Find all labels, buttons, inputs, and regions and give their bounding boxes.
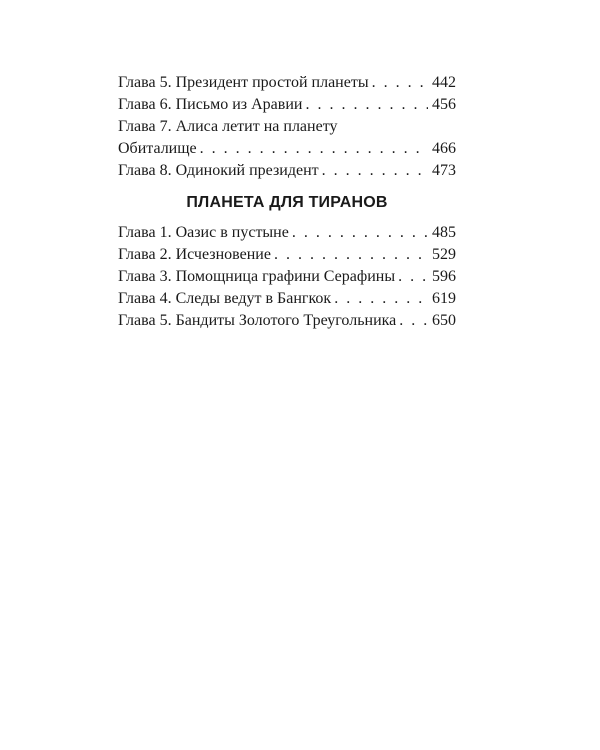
toc-entry-page: 456	[432, 96, 456, 113]
toc-entry-page: 596	[432, 268, 456, 285]
toc-entry	[118, 266, 456, 288]
toc-entry-title: Глава 4. Следы ведут в Бангкок	[118, 290, 332, 307]
toc-entry	[118, 72, 456, 94]
dot-leader	[322, 160, 428, 182]
toc-entry-page: 650	[432, 312, 456, 329]
toc-entry-title: Глава 5. Президент простой планеты	[118, 74, 369, 91]
toc-entry-page: 466	[432, 140, 456, 157]
toc-entry-title: Глава 2. Исчезновение	[118, 246, 271, 263]
dot-leader	[200, 138, 428, 160]
dot-leader	[274, 244, 428, 266]
dot-leader	[334, 288, 428, 310]
toc-entry-page: 619	[432, 290, 456, 307]
dot-leader	[372, 72, 428, 94]
toc-entry-title: Глава 8. Одинокий президент	[118, 162, 319, 179]
toc-entry-page: 485	[432, 224, 456, 241]
toc-entry-title-line-2: Обиталище	[118, 140, 197, 157]
toc-entry	[118, 310, 456, 332]
dot-leader	[398, 266, 428, 288]
toc-entry	[118, 116, 456, 160]
toc-entry-title: Глава 5. Бандиты Золотого Треугольника	[118, 312, 397, 329]
dot-leader	[399, 310, 428, 332]
toc-entry-title: Глава 6. Письмо из Аравии	[118, 96, 303, 113]
toc-entry	[118, 244, 456, 266]
dot-leader	[292, 222, 428, 244]
section-heading: ПЛАНЕТА ДЛЯ ТИРАНОВ	[186, 194, 388, 211]
toc-entry	[118, 288, 456, 310]
toc-entry-title: Глава 1. Оазис в пустыне	[118, 224, 289, 241]
toc-entry	[118, 222, 456, 244]
toc-entry	[118, 94, 456, 116]
toc-entry	[118, 160, 456, 182]
toc-entry-page: 442	[432, 74, 456, 91]
toc-part-2	[118, 222, 456, 332]
dot-leader	[305, 94, 428, 116]
toc-entry-title-line-1: Глава 7. Алиса летит на планету	[118, 118, 338, 135]
toc-entry-page: 529	[432, 246, 456, 263]
toc-part-1	[118, 72, 456, 182]
toc-entry-title: Глава 3. Помощница графини Серафины	[118, 268, 396, 285]
toc-entry-page: 473	[432, 162, 456, 179]
